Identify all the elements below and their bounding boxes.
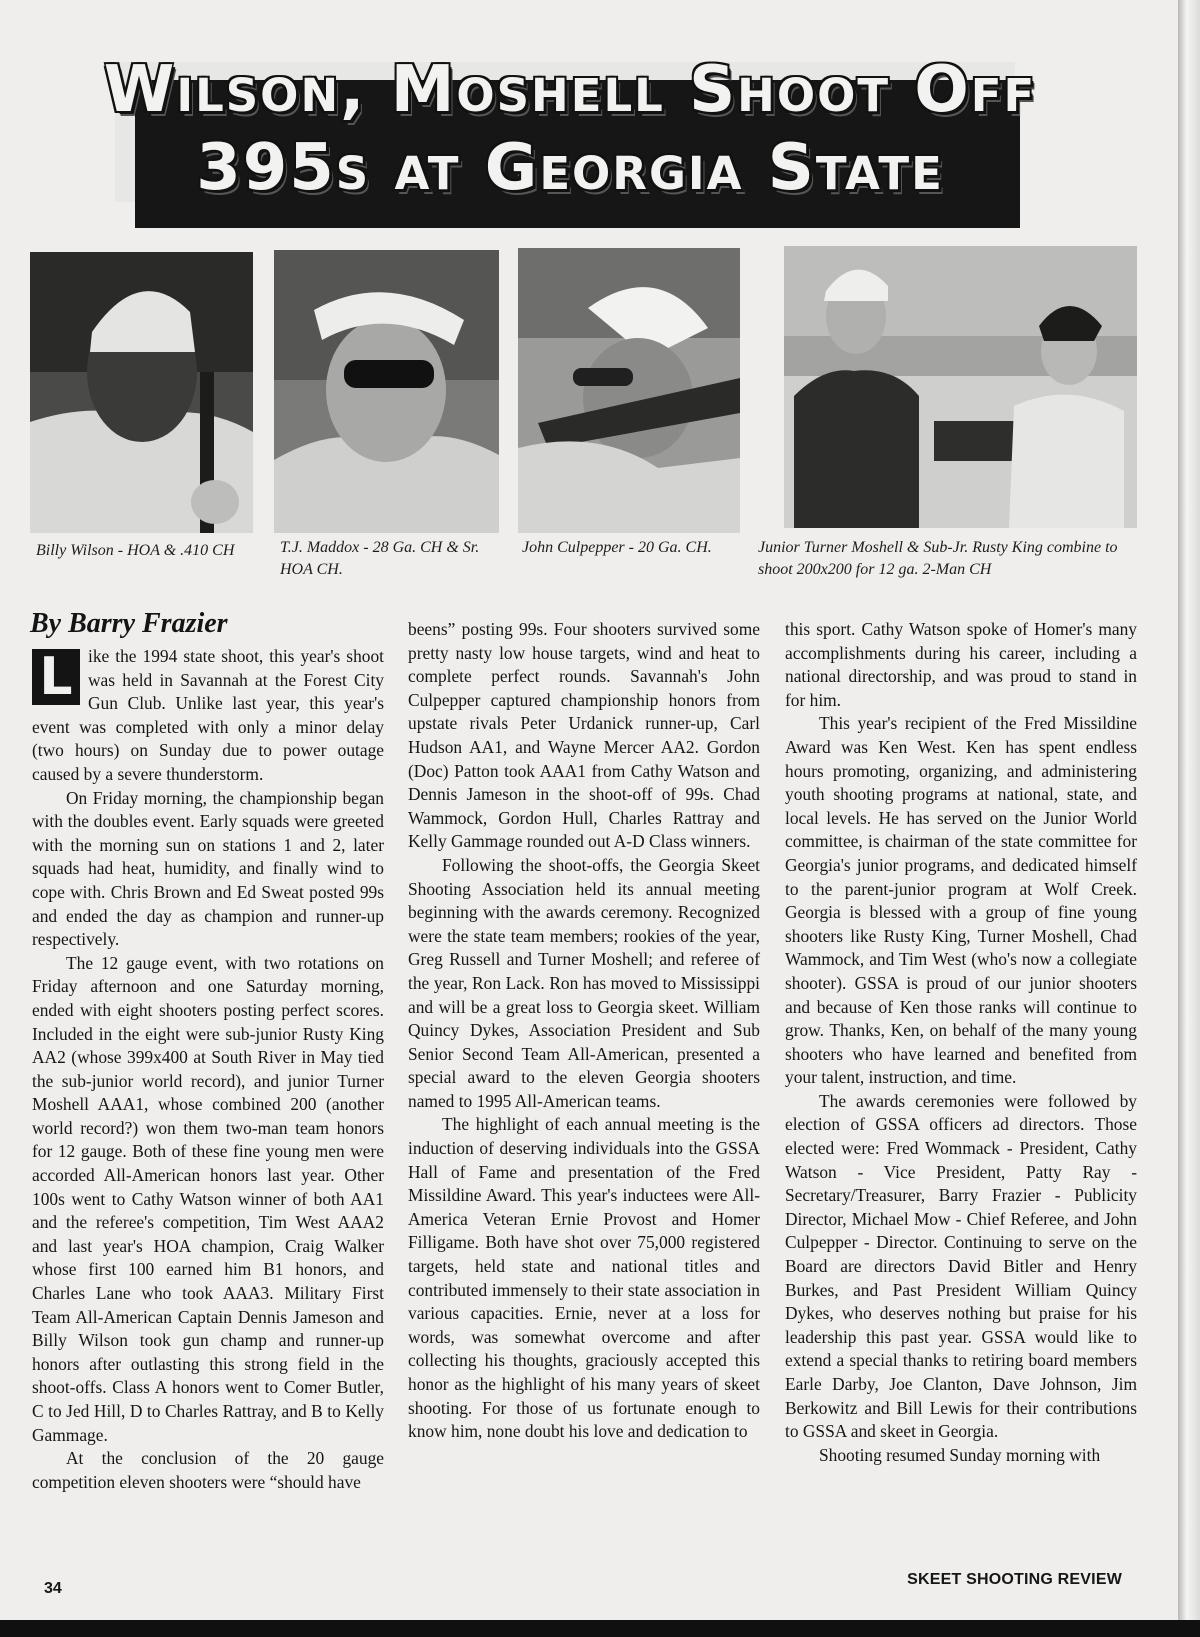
page-number: 34 bbox=[44, 1580, 62, 1597]
article-column-3 bbox=[785, 618, 1137, 1467]
byline: By Barry Frazier bbox=[30, 608, 228, 639]
article-column-2 bbox=[408, 618, 760, 1444]
scan-border bbox=[0, 1620, 1200, 1637]
magazine-name: SKEET SHOOTING REVIEW bbox=[907, 1571, 1122, 1588]
paragraph: The awards ceremonies were followed by election of GSSA officers ad directors. Those elected were: Fred Wommack - President, Cathy Watson - Vice President, Patty Ray - Secretary/Treasurer, Barry Frazier - Publicity Director, Michael Mow - Chief Referee, and John Culpepper - Director. Continuing to serve on the Board are directors David Bitler and Henry Burkes, and Past President William Quincy Dykes, who deserves nothing but praise for his leadership this past year. GSSA would like to extend a special thanks to retiring board members Earle Darby, Joe Clanton, Dave Johnson, Jim Berkowitz and Bill Lewis for their contributions to GSSA and skeet in Georgia. bbox=[785, 1090, 1137, 1442]
photo-tj-maddox bbox=[274, 250, 499, 533]
photo-caption-4: Junior Turner Moshell & Sub-Jr. Rusty King combine to shoot 200x200 for 12 ga. 2-Man CH bbox=[758, 539, 1118, 578]
paragraph: The 12 gauge event, with two rotations on Friday afternoon and one Saturday morning, ended with eight shooters posting perfect scores. Included in the eight were sub-junior Rusty King AA2 (whose 399x400 at South River in May tied the sub-junior world record), and junior Turner Moshell AAA1, whose combined 200 (another world record?) won them two-man team honors for 12 gauge. Both of these fine young men were accorded All-American honors last year. Other 100s went to Cathy Watson winner of both AA1 and the referee's competition, Tim West AAA2 and last year's HOA champion, Craig Walker whose first 100 earned him B1 honors, and Charles Lane who took AAA3. Military First Team All-American Captain Dennis Jameson and Billy Wilson took gun champ and runner-up honors after outlasting this strong field in the shoot-offs. Class A honors went to Comer Butler, C to Jed Hill, D to Charles Rattray, and B to Kelly Gammage. bbox=[32, 952, 384, 1445]
page-edge bbox=[1178, 0, 1200, 1637]
photo-caption-1: Billy Wilson - HOA & .410 CH bbox=[36, 542, 235, 559]
photo-billy-wilson bbox=[30, 252, 253, 533]
photo-john-culpepper bbox=[518, 248, 740, 533]
paragraph: Following the shoot-offs, the Georgia Skeet Shooting Association held its annual meeting beginning with the awards ceremony. Recognized were the state team members; rookies of the year, Greg Russell and Turner Moshell; and referee of the year, Ron Lack. Ron has moved to Mississippi and will be a great loss to Georgia skeet. William Quincy Dykes, Association President and Sub Senior Second Team All-American, presented a special award to the eleven Georgia shooters named to 1995 All-American teams. bbox=[408, 854, 760, 1111]
photo-moshell-king bbox=[784, 246, 1137, 528]
paragraph: this sport. Cathy Watson spoke of Homer's many accomplishments during his career, including a national directorship, and was proud to stand in for him. bbox=[785, 619, 1137, 710]
paragraph-text: ike the 1994 state shoot, this year's shoot was held in Savannah at the Forest City Gun Club. Unlike last year, this year's event was completed with only a minor delay (two hours) on Sunday due to power outage caused by a severe thunderstorm. bbox=[32, 646, 384, 784]
headline bbox=[60, 52, 1080, 232]
article-column-1 bbox=[32, 645, 384, 1494]
paragraph: The highlight of each annual meeting is the induction of deserving individuals into the GSSA Hall of Fame and presentation of the Fred Missildine Award. This year's inductees were All-America Veteran Ernie Provost and Homer Filligame. Both have shot over 75,000 registered targets, held state and national titles and contributed immensely to their state association in various capacities. Ernie, never at a loss for words, was somewhat overcome and after collecting his thoughts, graciously accepted this honor as the highlight of his many years of skeet shooting. For those of us fortunate enough to know him, none doubt his love and dedication to bbox=[408, 1114, 760, 1442]
drop-cap: L bbox=[32, 649, 80, 705]
paragraph: This year's recipient of the Fred Missildine Award was Ken West. Ken has spent endless hours promoting, organizing, and administering youth shooting programs at national, state, and local levels. He has served on the Junior World committee, is chairman of the state committee for Georgia's junior programs, and dedicated himself to the parent-junior program at Wolf Creek. Georgia is blessed with a group of fine young shooters like Rusty King, Turner Moshell, Chad Wammock, and Tim West (who's now a collegiate shooter). GSSA is proud of our junior shooters and because of Ken those ranks will continue to grow. Thanks, Ken, on behalf of the many young shooters who have learned and benefited from your talent, instruction, and time. bbox=[785, 713, 1137, 1088]
paragraph: Shooting resumed Sunday morning with bbox=[819, 1444, 1101, 1465]
headline-line-1: Wilson, Moshell Shoot Off bbox=[103, 53, 1037, 127]
paragraph: On Friday morning, the championship began with the doubles event. Early squads were greeted with the morning sun on stations 1 and 2, later squads had heat, humidity, and finally wind to cope with. Chris Brown and Ed Sweat posted 99s and ended the day as champion and runner-up respectively. bbox=[32, 787, 384, 950]
headline-line-2: 395s at Georgia State bbox=[196, 131, 944, 205]
paragraph: At the conclusion of the 20 gauge competition eleven shooters were “should have bbox=[32, 1448, 384, 1492]
photo-caption-3: John Culpepper - 20 Ga. CH. bbox=[522, 539, 712, 556]
paragraph bbox=[32, 645, 384, 787]
paragraph: beens” posting 99s. Four shooters survived some pretty nasty low house targets, wind and heat to complete perfect rounds. Savannah's John Culpepper captured championship honors from upstate rivals Peter Urdanick runner-up, Carl Hudson AA1, and Wayne Mercer AA2. Gordon (Doc) Patton took AAA1 from Cathy Watson and Dennis Jameson in the shoot-off of 99s. Chad Wammock, Gordon Hull, Charles Rattray and Kelly Gammage rounded out A-D Class winners. bbox=[408, 619, 760, 852]
photo-caption-2: T.J. Maddox - 28 Ga. CH & Sr. HOA CH. bbox=[280, 539, 480, 578]
